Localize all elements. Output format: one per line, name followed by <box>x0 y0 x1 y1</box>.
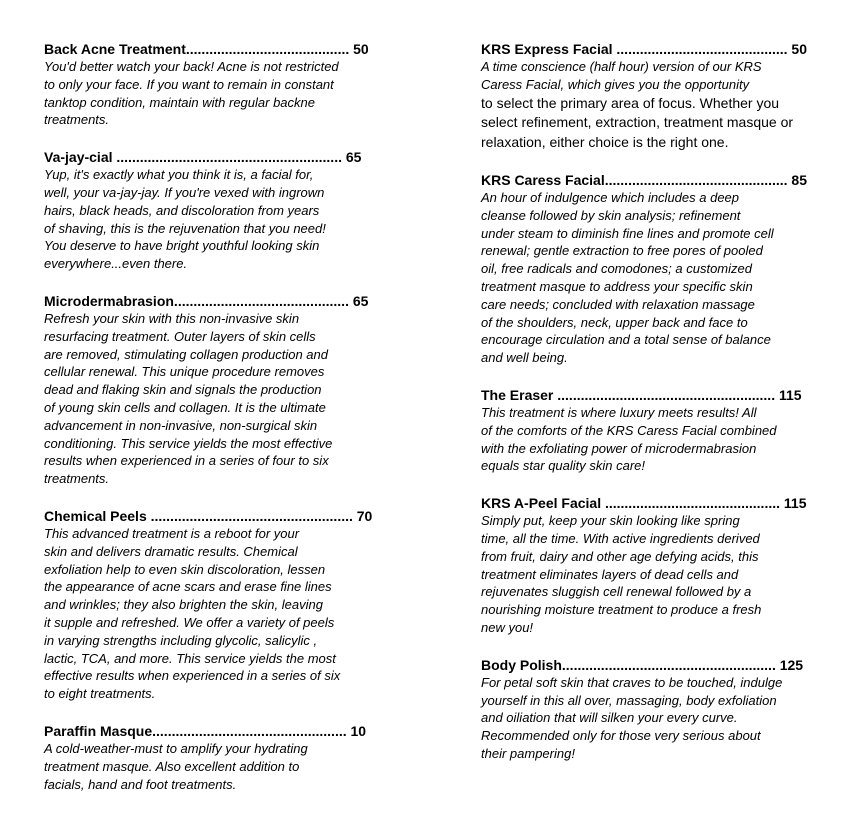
item-heading: Body Polish....................................................... 125 <box>481 656 804 673</box>
item-heading: Paraffin Masque.................................................. 10 <box>44 722 367 739</box>
menu-item-krs-express-facial <box>481 40 816 152</box>
item-description: Refresh your skin with this non-invasive skin resurfacing treatment. Outer layers of skin cells are removed, stimulating collagen production and cellular renewal. This unique procedure removes dead and flaking skin and signals the production of young skin cells and collagen. It is the ultimate advancement in non-invasive, non-surgical skin conditioning. This service yields the most effective results when experienced in a series of four to six treatments. <box>44 310 333 487</box>
item-description: A time conscience (half hour) version of our KRS Caress Facial, which gives you the opportunity <box>481 59 762 92</box>
item-description: An hour of indulgence which includes a deep cleanse followed by skin analysis; refinement under steam to diminish fine lines and promote cell renewal; gentle extraction to free pores of pooled oil, free radicals and comodones; a customized treatment masque to address your specific skin care needs; concluded with relaxation massage of the shoulders, neck, upper back and face to encourage circulation and a total sense of balance and well being. <box>481 190 774 366</box>
item-description: For petal soft skin that craves to be touched, indulge yourself in this all over, massaging, body exfoliation and oiliation that will silken your every curve. Recommended only for those very serious about their pampering! <box>481 674 783 762</box>
menu-item-back-acne <box>44 40 384 129</box>
item-heading: KRS A-Peel Facial ............................................. 115 <box>481 495 807 512</box>
item-description: You'd better watch your back! Acne is not restricted to only your face. If you want to remain in constant tanktop condition, maintain with regular backne treatments. <box>44 59 339 128</box>
item-description: Yup, it's exactly what you think it is, a facial for, well, your va-jay-jay. If you're vexed with ingrown hairs, black heads, and discoloration from years of shaving, this is the rejuvenation that you need! You deserve to have bright youthful looking skin everywhere...even there. <box>44 167 326 272</box>
right-column <box>481 40 816 782</box>
menu-item-the-eraser <box>481 386 816 475</box>
item-description-upright: to select the primary area of focus. Whether you select refinement, extraction, treatment masque or relaxation, either choice is the right one. <box>481 94 794 150</box>
menu-item-microdermabrasion <box>44 292 384 488</box>
item-description: Simply put, keep your skin looking like spring time, all the time. With active ingredients derived from fruit, dairy and other age defying acids, this treatment eliminates layers of dead cells and rejuvenates sluggish cell renewal followed by a nourishing moisture treatment to produce a fresh new you! <box>481 513 762 636</box>
item-heading: Back Acne Treatment.......................................... 50 <box>44 41 369 57</box>
item-heading: KRS Caress Facial............................................... 85 <box>481 172 808 189</box>
item-description: This advanced treatment is a reboot for your skin and delivers dramatic results. Chemical exfoliation help to even skin discoloration, lessen the appearance of acne scars and erase fine lines and wrinkles; they also brighten the skin, leaving it supple and refreshed. We offer a variety of peels in varying strengths including glycolic, salicylic , lactic, TCA, and more. This service yields the most effective results when experienced in a series of six to eight treatments. <box>44 525 341 702</box>
menu-item-krs-a-peel-facial <box>481 494 816 637</box>
menu-item-body-polish <box>481 656 816 763</box>
item-heading: Va-jay-cial .......................................................... 65 <box>44 149 362 166</box>
item-heading: KRS Express Facial ............................................ 50 <box>481 41 808 57</box>
item-heading: Microdermabrasion............................................. 65 <box>44 292 369 309</box>
menu-item-va-jay-cial <box>44 148 384 273</box>
menu-item-chemical-peels <box>44 507 384 703</box>
menu-item-paraffin-masque <box>44 722 384 793</box>
item-description: This treatment is where luxury meets results! All of the comforts of the KRS Caress Facial combined with the exfoliating power of microdermabrasion equals star quality skin care! <box>481 405 777 474</box>
item-heading: Chemical Peels .................................................... 70 <box>44 507 373 524</box>
menu-item-krs-caress-facial <box>481 171 816 367</box>
left-column <box>44 40 384 812</box>
item-heading: The Eraser ........................................................ 115 <box>481 387 802 404</box>
item-description: A cold-weather-must to amplify your hydrating treatment masque. Also excellent addition to facials, hand and foot treatments. <box>44 740 308 792</box>
